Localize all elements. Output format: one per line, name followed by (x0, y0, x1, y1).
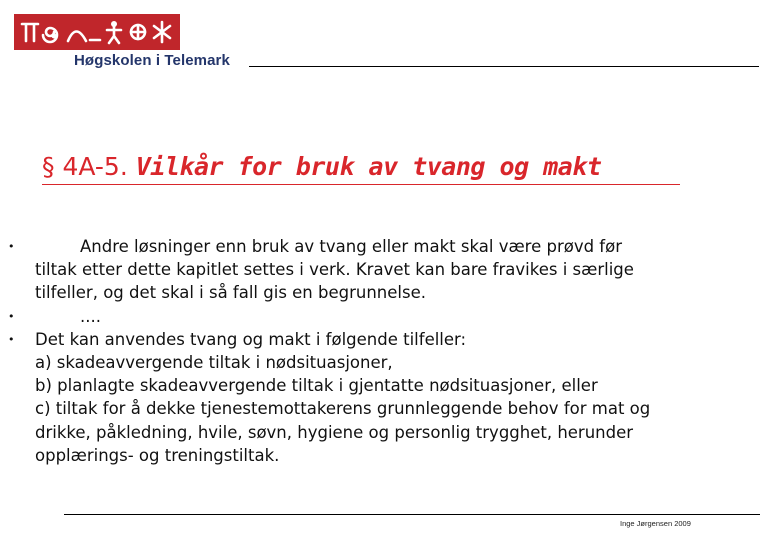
bullet-item (0, 328, 780, 467)
slide-body (0, 235, 780, 467)
bullet-dot-icon: • (8, 332, 15, 346)
bullet-line: opplærings- og treningstiltak. (35, 445, 280, 465)
bullet-line: tilfeller, og det skal i så fall gis en begrunnelse. (35, 283, 426, 303)
bullet-line: Andre løsninger enn bruk av tvang eller makt skal være prøvd før (80, 237, 622, 256)
bullet-line: tiltak etter dette kapitlet settes i verk. Kravet kan bare fravikes i særlige (35, 260, 634, 280)
title-section-number: § 4A-5. (42, 152, 128, 181)
school-name: Høgskolen i Telemark (74, 52, 230, 69)
header-divider (249, 66, 759, 67)
bullet-line: .... (80, 306, 101, 326)
bullet-line: Det kan anvendes tvang og makt i følgende tilfeller: (35, 329, 467, 349)
rock-carving-figures-logo-icon (14, 14, 180, 50)
bullet-line: a) skadeavvergende tiltak i nødsituasjoner, (35, 353, 393, 373)
bullet-dot-icon: • (8, 240, 15, 253)
title-underline (42, 184, 680, 185)
title-text: Vilkår for bruk av tvang og makt (135, 152, 602, 181)
bullet-line: c) tiltak for å dekke tjenestemottakerens grunnleggende behov for mat og (35, 399, 651, 419)
bullet-dot-icon: • (8, 309, 15, 323)
slide-title (42, 152, 742, 181)
footer-author: Inge Jørgensen 2009 (620, 519, 691, 528)
bullet-item (0, 235, 780, 305)
bullet-line: drikke, påkledning, hvile, søvn, hygiene og personlig trygghet, herunder (35, 422, 634, 442)
bullet-item (0, 305, 780, 328)
logo (14, 14, 180, 50)
footer-divider (64, 514, 760, 515)
bullet-line: b) planlagte skadeavvergende tiltak i gjentatte nødsituasjoner, eller (35, 376, 598, 396)
